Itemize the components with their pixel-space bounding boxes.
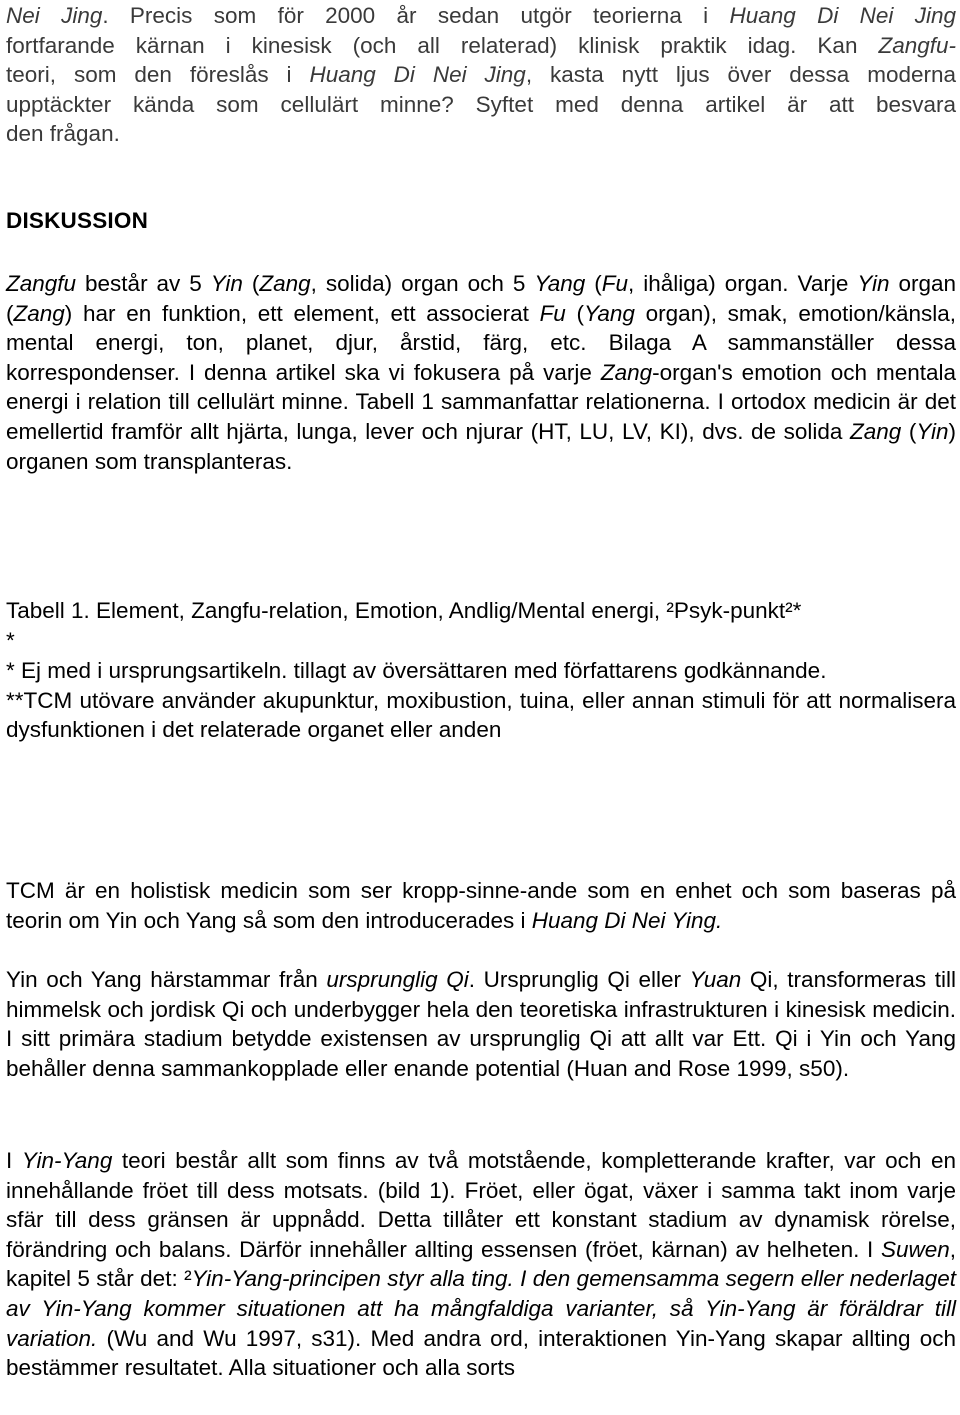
italic-text-run: Zang (850, 418, 902, 444)
italic-text-run: Yin-Yang (21, 1148, 113, 1173)
italic-text-run: Suwen (880, 1236, 950, 1262)
text-run: Yin och Yang härstammar från (6, 967, 327, 992)
italic-text-run: Yang (584, 300, 635, 326)
discussion-paragraph (6, 269, 956, 476)
italic-text-run: Huang Di Nei Ying. (531, 907, 723, 933)
italic-text-run: Zangfu (6, 271, 77, 296)
text-run: . Precis som för 2000 år sedan utgör teorierna i (102, 3, 730, 28)
text-run: ( (585, 271, 602, 296)
text-run: ) har en funktion, ett element, ett associerat (64, 300, 540, 326)
intro-line (6, 1, 956, 31)
text-run: den frågan. (6, 121, 120, 147)
italic-text-run: Huang Di Nei Jing (729, 3, 956, 28)
table-caption (6, 596, 956, 655)
text-run: , ihåliga) organ. Varje (628, 271, 858, 296)
tcm-paragraph-1 (6, 876, 956, 935)
text-run: -organ's emotion och mentala energi i relation till cellulärt minne. Tabell 1 sammanfattar relationerna. I ortodox medicin är det emellertid framför allt hjärta, lunga, lever och njurar (HT, LU, LV, KI), dvs. de solida (6, 359, 957, 444)
intro-paragraph (6, 1, 956, 149)
text-run: består av 5 (76, 271, 211, 296)
text-run: (Wu and Wu 1997, s31). Med andra ord, interaktionen Yin-Yang skapar allting och bestämmer resultatet. Alla situationer och alla sorts (6, 1325, 956, 1381)
italic-text-run: Zang (259, 271, 311, 296)
table-caption-asterisk: * (6, 627, 15, 653)
text-run: . Ursprunglig Qi eller (468, 967, 690, 992)
text-run: I (6, 1148, 22, 1173)
italic-text-run: Nei Jing (6, 3, 103, 28)
text-run: Qi, transformeras till himmelsk och jordisk Qi och underbygger hela den teoretiska infrastrukturen i kinesisk medicin. I sitt primära stadium betydde existensen av ursprunglig Qi att allt var Ett. Qi i Yin och Yang behåller denna sammankopplade eller enande potential (Huan and Rose 1999, s50). (6, 967, 956, 1081)
text-run: TCM är en holistisk medicin som ser kropp-sinne-ande som en enhet och som baseras på teorin om Yin och Yang så som den introducerades i (6, 878, 956, 933)
text-run: , kasta nytt ljus över dessa moderna (525, 62, 956, 88)
italic-text-run: Yin (916, 418, 949, 444)
italic-text-run: Yin-Yang-principen styr alla ting. I den gemensamma segern eller nederlaget av Yin-Yang kommer situationen att ha mångfaldiga varianter, så Yin-Yang är föräldrar till variation. (6, 1266, 957, 1351)
text-run: , kapitel 5 står det: ² (6, 1236, 956, 1292)
translator-note: * Ej med i ursprungsartikeln. tillagt av översättaren med författarens godkännande. (6, 658, 827, 683)
text-run: ( (242, 271, 260, 296)
italic-text-run: Yuan (689, 967, 742, 992)
text-run: teori består allt som finns av två motstående, kompletterande krafter, var och en innehållande fröet till dess motsats. (bild 1). Fröet, eller ögat, växer i samma takt inom varje sfär till dess gränsen är uppnådd. Detta tillåter ett konstant stadium av dynamisk rörelse, förändring och balans. Därför innehåller allting essensen (fröet, kärnan) av helheten. I (6, 1148, 956, 1262)
italic-text-run: Yin (857, 271, 890, 296)
italic-text-run: Fu (601, 271, 629, 296)
text-run: organ ( (6, 271, 957, 326)
intro-line (6, 90, 956, 120)
text-run: ( (565, 300, 585, 326)
intro-line (6, 60, 956, 90)
intro-line (6, 31, 956, 61)
text-run: fortfarande kärnan i kinesisk (och all relaterad) klinisk praktik idag. Kan (6, 32, 879, 58)
italic-text-run: Zang (600, 359, 653, 385)
section-heading: DISKUSSION (6, 208, 149, 233)
tcm-paragraph-3 (6, 1146, 956, 1383)
table-caption-title: Tabell 1. Element, Zangfu-relation, Emotion, Andlig/Mental energi, ²Psyk-punkt²* (6, 598, 802, 623)
text-run: organ), smak, emotion/känsla, mental energi, ton, planet, djur, årstid, färg, etc. Bilaga A sammanställer dessa korrespondenser. I denna artikel ska vi fokusera på varje (6, 300, 956, 385)
italic-text-run: Zangfu- (878, 32, 956, 58)
text-run: ) organen som transplanteras. (6, 418, 956, 474)
tcm-paragraph-2 (6, 965, 956, 1083)
text-run: , solida) organ och 5 (310, 271, 535, 296)
italic-text-run: Yang (534, 271, 586, 296)
italic-text-run: Zang (13, 300, 65, 326)
italic-text-run: Fu (539, 300, 566, 326)
table-notes (6, 656, 956, 745)
text-run: ( (901, 418, 917, 444)
italic-text-run: Huang Di Nei Jing (309, 62, 526, 88)
text-run: teori, som den föreslås i (6, 62, 310, 88)
intro-line (6, 119, 956, 149)
italic-text-run: Yin (210, 271, 243, 296)
italic-text-run: ursprunglig Qi (326, 967, 469, 992)
tcm-practice-note: **TCM utövare använder akupunktur, moxibustion, tuina, eller annan stimuli för att normalisera dysfunktionen i det relaterade organet eller anden (6, 687, 956, 743)
text-run: upptäckter kända som cellulärt minne? Syftet med denna artikel är att besvara (6, 91, 956, 117)
